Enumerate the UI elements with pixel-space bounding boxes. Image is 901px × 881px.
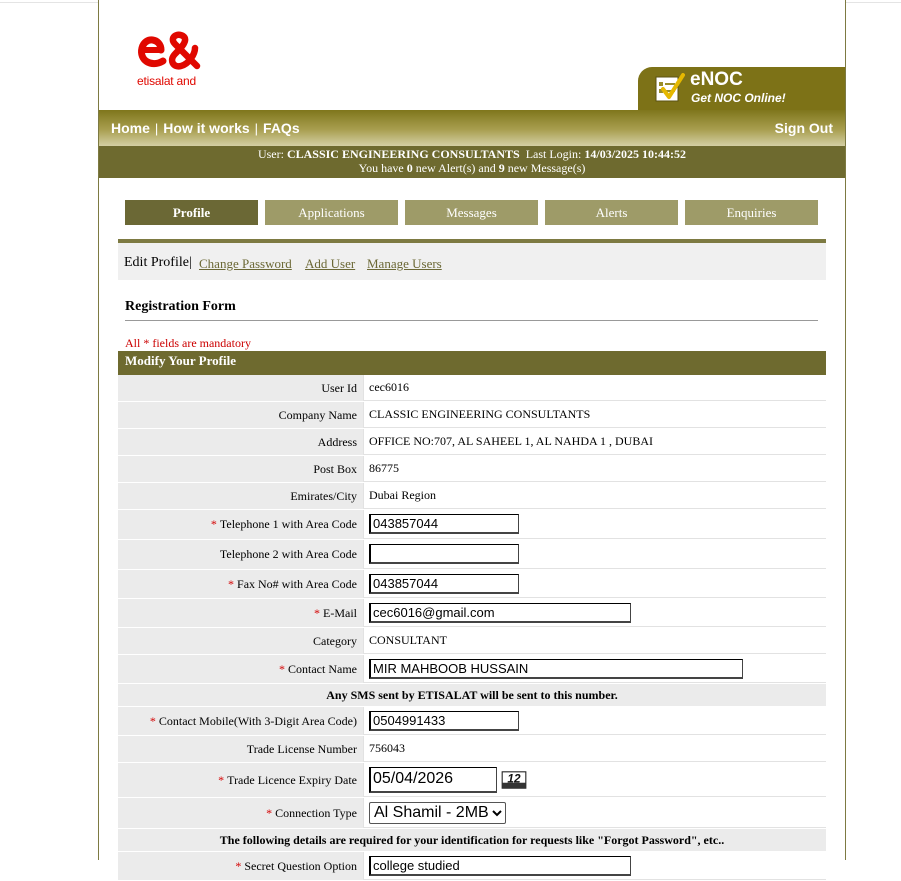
etisalat-logo[interactable] bbox=[137, 28, 217, 90]
sign-out-link[interactable]: Sign Out bbox=[774, 120, 833, 136]
nav-links bbox=[111, 120, 300, 136]
registration-form-title: Registration Form bbox=[125, 299, 236, 314]
fax-label-cell bbox=[118, 570, 363, 598]
secret-question-cell bbox=[363, 852, 826, 880]
telephone1-label: Telephone 1 with Area Code bbox=[219, 517, 357, 531]
connection-type-cell bbox=[363, 798, 826, 828]
form-row-company bbox=[118, 402, 826, 429]
enoc-title: eNOC bbox=[690, 69, 743, 90]
trade-license-value: 756043 bbox=[363, 736, 826, 762]
profile-submenu bbox=[118, 239, 826, 280]
form-row-trade-license bbox=[118, 736, 826, 763]
section-header: Modify Your Profile bbox=[118, 351, 826, 375]
nav-separator: | bbox=[154, 121, 159, 136]
telephone1-label-cell bbox=[118, 510, 363, 539]
form-row-contact-name bbox=[118, 655, 826, 684]
address-value: OFFICE NO:707, AL SAHEEL 1, AL NAHDA 1 , DUBAI bbox=[363, 429, 826, 455]
company-name-label: Company Name bbox=[118, 402, 363, 428]
alerts-line bbox=[99, 161, 845, 175]
title-divider bbox=[125, 320, 818, 321]
email-cell bbox=[363, 599, 826, 627]
calendar-icon[interactable] bbox=[501, 770, 527, 790]
form-row-emirate bbox=[118, 483, 826, 510]
required-star: * bbox=[149, 713, 156, 728]
alerts-text: new Alert(s) and bbox=[415, 161, 496, 175]
contact-mobile-label-cell bbox=[118, 707, 363, 735]
category-value: CONSULTANT bbox=[363, 628, 826, 654]
user-status-bar bbox=[99, 146, 845, 178]
contact-name-label: Contact Name bbox=[288, 661, 357, 676]
tab-enquiries[interactable]: Enquiries bbox=[685, 200, 818, 225]
alerts-prefix: You have bbox=[358, 161, 404, 175]
telephone1-input[interactable] bbox=[369, 514, 519, 534]
form-row-contact-mobile bbox=[118, 707, 826, 736]
page-container bbox=[98, 0, 846, 873]
user-id-value: cec6016 bbox=[363, 375, 826, 401]
connection-type-label: Connection Type bbox=[275, 805, 357, 820]
submenu-manage-users-link[interactable]: Manage Users bbox=[367, 256, 442, 271]
company-name-value: CLASSIC ENGINEERING CONSULTANTS bbox=[363, 402, 826, 428]
required-star: * bbox=[235, 858, 242, 873]
nav-faqs-link[interactable]: FAQs bbox=[263, 120, 300, 136]
etisalat-logo-mark-icon bbox=[137, 28, 207, 70]
form-row-licence-expiry bbox=[118, 763, 826, 798]
email-input[interactable] bbox=[369, 603, 631, 623]
telephone2-cell bbox=[363, 540, 826, 569]
email-label-cell bbox=[118, 599, 363, 627]
telephone1-cell bbox=[363, 510, 826, 539]
last-login-label: Last Login: bbox=[525, 147, 582, 161]
required-star: * bbox=[210, 517, 217, 531]
checklist-icon bbox=[655, 73, 685, 103]
calendar-icon-text: 12 bbox=[507, 771, 521, 786]
email-label: E-Mail bbox=[323, 605, 357, 620]
enoc-subtitle: Get NOC Online! bbox=[691, 91, 786, 105]
form-row-fax bbox=[118, 570, 826, 599]
form-row-telephone2 bbox=[118, 540, 826, 570]
enoc-badge bbox=[638, 67, 845, 111]
form-row-email bbox=[118, 599, 826, 628]
trade-license-label: Trade License Number bbox=[118, 736, 363, 762]
licence-expiry-cell bbox=[363, 763, 826, 797]
licence-expiry-input[interactable] bbox=[369, 767, 497, 793]
sms-note: Any SMS sent by ETISALAT will be sent to this number. bbox=[118, 684, 826, 707]
alerts-count: 0 bbox=[406, 161, 413, 175]
contact-name-label-cell bbox=[118, 655, 363, 683]
mandatory-note: All * fields are mandatory bbox=[125, 336, 251, 350]
contact-mobile-label: Contact Mobile(With 3-Digit Area Code) bbox=[158, 713, 357, 728]
licence-expiry-label-cell bbox=[118, 763, 363, 797]
nav-home-link[interactable]: Home bbox=[111, 120, 150, 136]
user-label: User: bbox=[257, 147, 284, 161]
tab-profile[interactable]: Profile bbox=[125, 200, 258, 225]
form-row-address bbox=[118, 429, 826, 456]
tab-messages[interactable]: Messages bbox=[405, 200, 538, 225]
messages-count: 9 bbox=[498, 161, 505, 175]
tab-applications[interactable]: Applications bbox=[265, 200, 398, 225]
post-box-label: Post Box bbox=[118, 456, 363, 482]
emirate-city-label: Emirates/City bbox=[118, 483, 363, 509]
last-login-value: 14/03/2025 10:44:52 bbox=[584, 147, 687, 161]
post-box-value: 86775 bbox=[363, 456, 826, 482]
required-star: * bbox=[266, 805, 273, 820]
form-row-user-id bbox=[118, 375, 826, 402]
main-nav-bar bbox=[99, 110, 845, 146]
user-id-label: User Id bbox=[118, 375, 363, 401]
form-row-post-box bbox=[118, 456, 826, 483]
form-row-connection-type bbox=[118, 798, 826, 829]
submenu-change-password-link[interactable]: Change Password bbox=[199, 256, 292, 271]
connection-type-label-cell bbox=[118, 798, 363, 828]
submenu-current-edit-profile: Edit Profile bbox=[124, 255, 189, 270]
fax-cell bbox=[363, 570, 826, 598]
submenu-separator: | bbox=[189, 255, 192, 270]
nav-how-it-works-link[interactable]: How it works bbox=[163, 120, 250, 136]
form-row-secret-question bbox=[118, 852, 826, 881]
emirate-city-value: Dubai Region bbox=[363, 483, 826, 509]
contact-mobile-cell bbox=[363, 707, 826, 735]
user-line bbox=[99, 147, 845, 161]
secret-question-input[interactable] bbox=[369, 856, 631, 876]
secret-question-label: Secret Question Option bbox=[244, 858, 357, 873]
contact-mobile-input[interactable] bbox=[369, 711, 519, 731]
messages-text: new Message(s) bbox=[507, 161, 586, 175]
required-star: * bbox=[228, 576, 235, 591]
form-row-category bbox=[118, 628, 826, 655]
contact-name-cell bbox=[363, 655, 826, 683]
required-star: * bbox=[314, 605, 320, 620]
logo-text: etisalat and bbox=[137, 74, 196, 88]
fax-input[interactable] bbox=[369, 574, 519, 594]
connection-type-select[interactable] bbox=[369, 802, 506, 824]
contact-name-input[interactable] bbox=[369, 659, 743, 679]
form-row-telephone1 bbox=[118, 510, 826, 540]
category-label: Category bbox=[118, 628, 363, 654]
nav-separator: | bbox=[254, 121, 259, 136]
secret-question-label-cell bbox=[118, 852, 363, 880]
telephone2-input[interactable] bbox=[369, 544, 519, 564]
submenu-add-user-link[interactable]: Add User bbox=[305, 256, 356, 271]
fax-label: Fax No# with Area Code bbox=[237, 576, 357, 591]
licence-expiry-label: Trade Licence Expiry Date bbox=[227, 772, 357, 787]
identification-note: The following details are required for your identification for requests like "Forgot Password", etc.. bbox=[118, 829, 826, 852]
required-star: * bbox=[279, 661, 286, 676]
telephone2-label: Telephone 2 with Area Code bbox=[118, 540, 363, 569]
tab-alerts[interactable]: Alerts bbox=[545, 200, 678, 225]
address-label: Address bbox=[118, 429, 363, 455]
user-name: CLASSIC ENGINEERING CONSULTANTS bbox=[286, 147, 520, 161]
required-star: * bbox=[218, 772, 225, 787]
profile-form bbox=[118, 375, 826, 881]
